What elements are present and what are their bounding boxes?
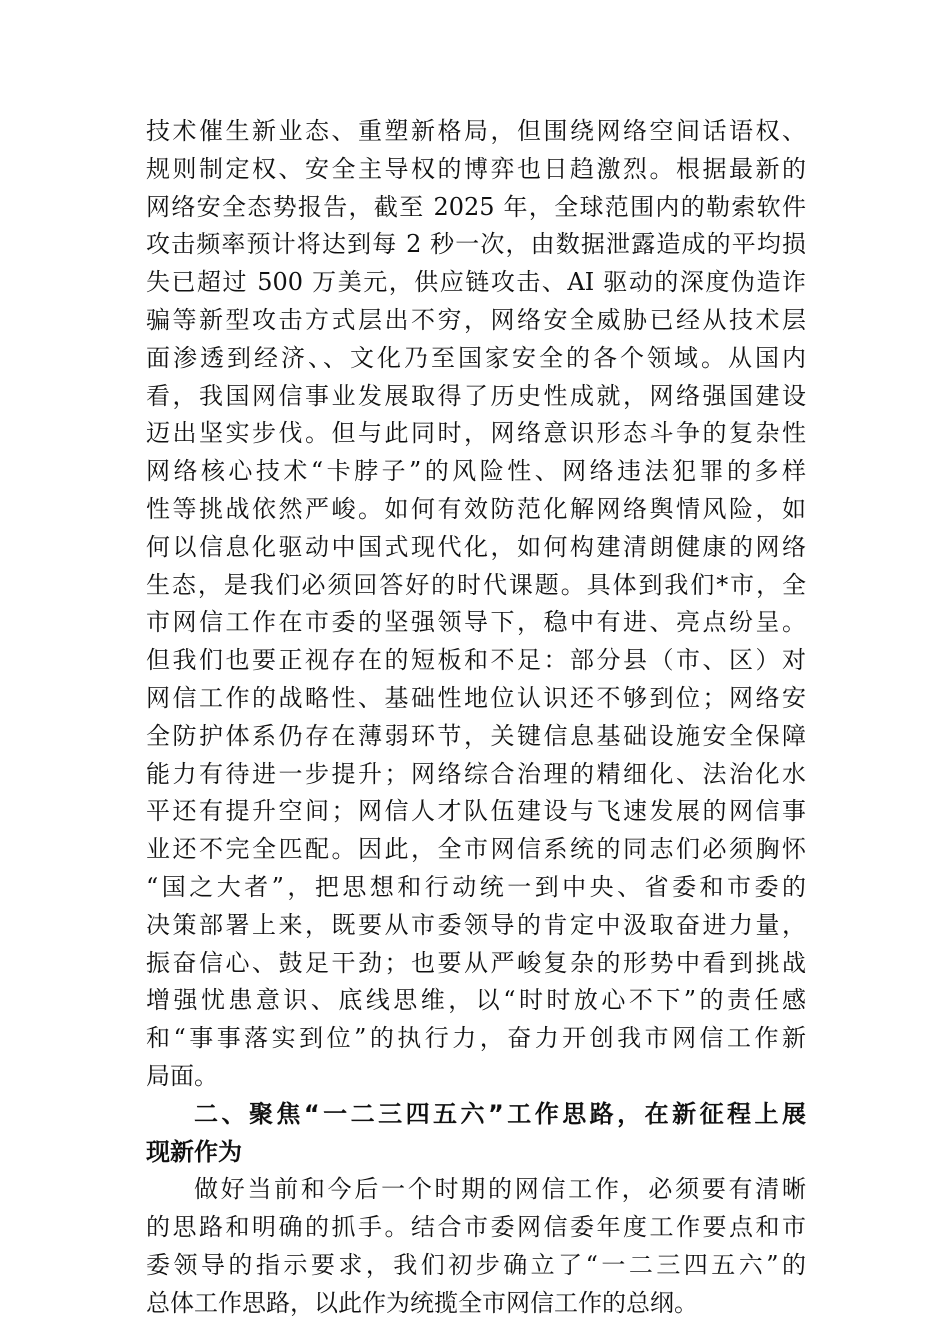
body-paragraph-situation xyxy=(146,113,806,1096)
paragraph-line: 但我们也要正视存在的短板和不足：部分县（市、区）对 xyxy=(146,646,806,675)
paragraph-line: 性等挑战依然严峻。如何有效防范化解网络舆情风险，如 xyxy=(146,494,806,523)
paragraph-line: 失已超过 500 万美元，供应链攻击、AI 驱动的深度伪造诈 xyxy=(146,268,806,297)
paragraph-line: 总体工作思路，以此作为统揽全市网信工作的总纲。 xyxy=(146,1288,698,1317)
paragraph-line: 全防护体系仍存在薄弱环节，关键信息基础设施安全保障 xyxy=(146,721,806,750)
section-heading xyxy=(146,1096,806,1172)
paragraph-line: “国之大者”，把思想和行动统一到中央、省委和市委的 xyxy=(146,872,806,901)
paragraph-line: 委领导的指示要求，我们初步确立了“一二三四五六”的 xyxy=(146,1250,806,1279)
paragraph-line: 规则制定权、安全主导权的博弈也日趋激烈。根据最新的 xyxy=(146,154,806,183)
section-heading-line: 现新作为 xyxy=(146,1137,242,1166)
paragraph-line: 局面。 xyxy=(146,1061,218,1090)
paragraph-line: 做好当前和今后一个时期的网信工作，必须要有清晰 xyxy=(194,1175,806,1204)
paragraph-line: 能力有待进一步提升；网络综合治理的精细化、法治化水 xyxy=(146,759,806,788)
paragraph-line: 业还不完全匹配。因此，全市网信系统的同志们必须胸怀 xyxy=(146,835,806,864)
paragraph-line: 生态，是我们必须回答好的时代课题。具体到我们*市，全 xyxy=(146,570,806,599)
paragraph-line: 网络安全态势报告，截至 2025 年，全球范围内的勒索软件 xyxy=(146,192,806,221)
paragraph-line: 增强忧患意识、底线思维，以“时时放心不下”的责任感 xyxy=(146,986,806,1015)
paragraph-line: 看，我国网信事业发展取得了历史性成就，网络强国建设 xyxy=(146,381,806,410)
paragraph-line: 决策部署上来，既要从市委领导的肯定中汲取奋进力量， xyxy=(146,910,806,939)
paragraph-line: 骗等新型攻击方式层出不穷，网络安全威胁已经从技术层 xyxy=(146,305,806,334)
paragraph-line: 网络核心技术“卡脖子”的风险性、网络违法犯罪的多样 xyxy=(146,457,806,486)
paragraph-line: 网信工作的战略性、基础性地位认识还不够到位；网络安 xyxy=(146,683,806,712)
paragraph-line: 市网信工作在市委的坚强领导下，稳中有进、亮点纷呈。 xyxy=(146,608,806,637)
paragraph-line: 何以信息化驱动中国式现代化，如何构建清朗健康的网络 xyxy=(146,532,806,561)
body-paragraph-approach xyxy=(146,1171,806,1322)
paragraph-line: 技术催生新业态、重塑新格局，但围绕网络空间话语权、 xyxy=(146,117,806,145)
document-page xyxy=(146,113,806,1323)
paragraph-line: 的思路和明确的抓手。结合市委网信委年度工作要点和市 xyxy=(146,1213,806,1242)
paragraph-line: 平还有提升空间；网信人才队伍建设与飞速发展的网信事 xyxy=(146,797,806,826)
paragraph-line: 振奋信心、鼓足干劲；也要从严峻复杂的形势中看到挑战 xyxy=(146,948,806,977)
paragraph-line: 迈出坚实步伐。但与此同时，网络意识形态斗争的复杂性 xyxy=(146,419,806,448)
section-heading-line: 二、聚焦“一二三四五六”工作思路，在新征程上展 xyxy=(194,1099,806,1128)
paragraph-line: 攻击频率预计将达到每 2 秒一次，由数据泄露造成的平均损 xyxy=(146,230,806,259)
paragraph-line: 和“事事落实到位”的执行力，奋力开创我市网信工作新 xyxy=(146,1024,806,1053)
paragraph-line: 面渗透到经济、、文化乃至国家安全的各个领域。从国内 xyxy=(146,343,806,372)
